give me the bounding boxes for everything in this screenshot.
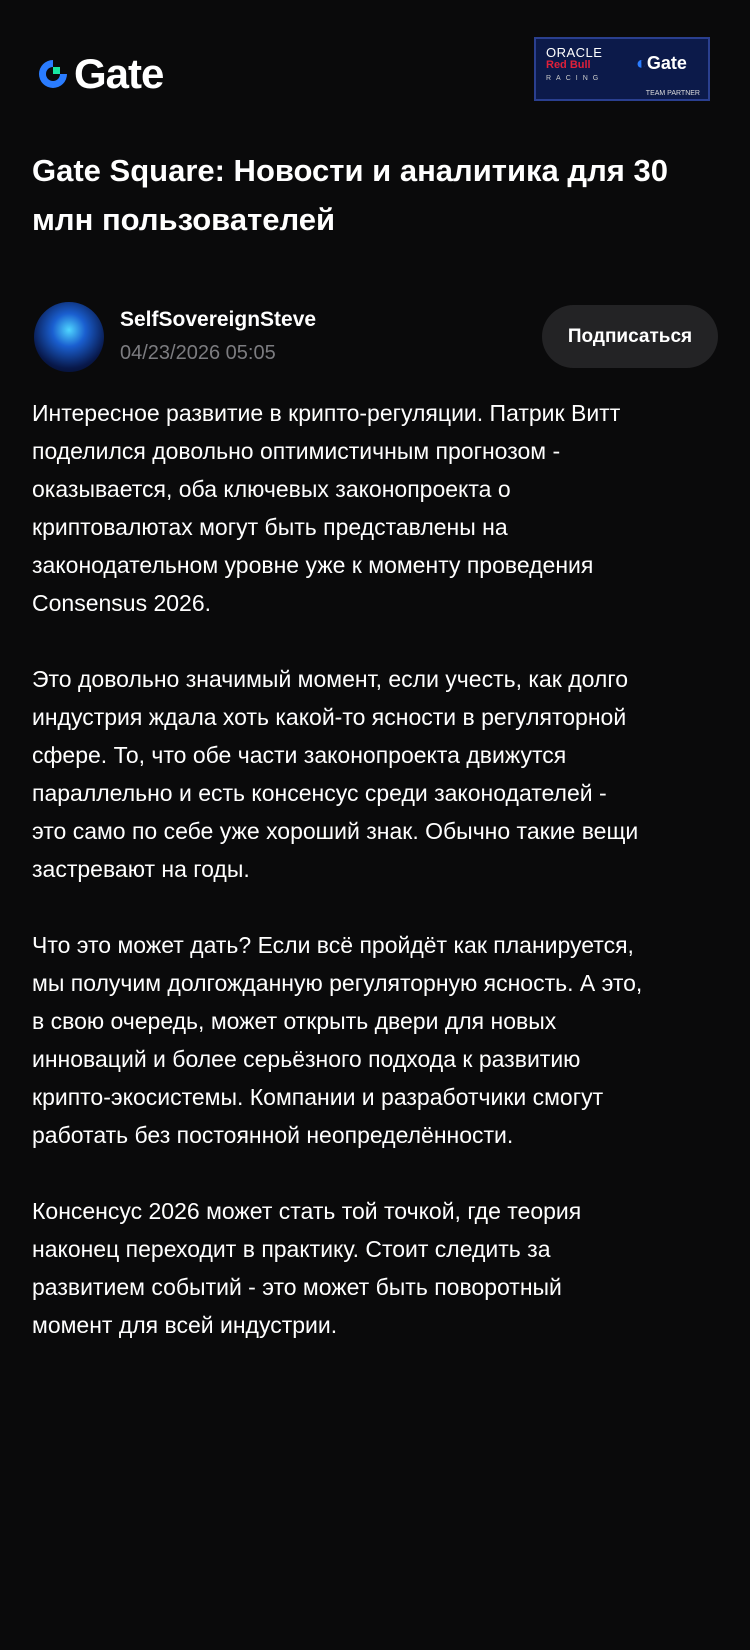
text-line: сфере. То, что обе части законопроекта движутся <box>32 742 567 768</box>
team-partner-badge <box>534 37 710 101</box>
text-line: Консенсус 2026 может стать той точкой, где теория <box>32 1198 582 1224</box>
text-line: момент для всей индустрии. <box>32 1312 338 1338</box>
logo-text: Gate <box>74 50 164 97</box>
text-line: параллельно и есть консенсус среди законодателей - <box>32 780 607 806</box>
badge-racing: RACING <box>546 75 604 82</box>
badge-partner: TEAM PARTNER <box>645 90 700 97</box>
text-line: законодательном уровне уже к моменту проведения <box>32 552 594 578</box>
badge-oracle: ORACLE <box>546 45 603 60</box>
post-paragraph <box>32 1192 732 1344</box>
text-line: наконец переходит в практику. Стоит следить за <box>32 1236 551 1262</box>
post-paragraph <box>32 926 732 1154</box>
text-line: Что это может дать? Если всё пройдёт как планируется, <box>32 932 634 958</box>
gate-logo[interactable] <box>36 50 163 98</box>
text-line: в свою очередь, может открыть двери для новых <box>32 1008 557 1034</box>
gate-logo-icon <box>36 57 70 91</box>
text-line: мы получим долгожданную регуляторную ясность. А это, <box>32 970 643 996</box>
text-line: крипто-экосистемы. Компании и разработчики смогут <box>32 1084 604 1110</box>
post-date: 04/23/2026 05:05 <box>120 342 276 364</box>
text-line: индустрия ждала хоть какой-то ясности в регуляторной <box>32 704 627 730</box>
text-line: развитием событий - это может быть поворотный <box>32 1274 562 1300</box>
post-body <box>32 394 732 1382</box>
post-paragraph <box>32 394 732 622</box>
badge-gate-text: Gate <box>646 53 687 73</box>
post-paragraph <box>32 660 732 888</box>
follow-button[interactable]: Подписаться <box>542 305 718 368</box>
text-line: оказывается, оба ключевых законопроекта о <box>32 476 511 502</box>
avatar[interactable] <box>34 302 104 372</box>
text-line: Это довольно значимый момент, если учесть, как долго <box>32 666 628 692</box>
text-line: это само по себе уже хороший знак. Обычно такие вещи <box>32 818 639 844</box>
page-title: Gate Square: Новости и аналитика для 30 млн пользователей <box>32 153 668 237</box>
badge-gate <box>636 53 687 74</box>
author-name[interactable]: SelfSovereignSteve <box>120 308 317 331</box>
text-line: инноваций и более серьёзного подхода к развитию <box>32 1046 581 1072</box>
text-line: Интересное развитие в крипто-регуляции. Патрик Витт <box>32 400 621 426</box>
text-line: поделился довольно оптимистичным прогнозом - <box>32 438 561 464</box>
text-line: застревают на годы. <box>32 856 250 882</box>
badge-gate-icon: ◐ <box>636 53 647 73</box>
badge-redbull: Red Bull <box>546 59 591 71</box>
text-line: Consensus 2026. <box>32 590 212 616</box>
text-line: криптовалютах могут быть представлены на <box>32 514 508 540</box>
text-line: работать без постоянной неопределённости. <box>32 1122 514 1148</box>
